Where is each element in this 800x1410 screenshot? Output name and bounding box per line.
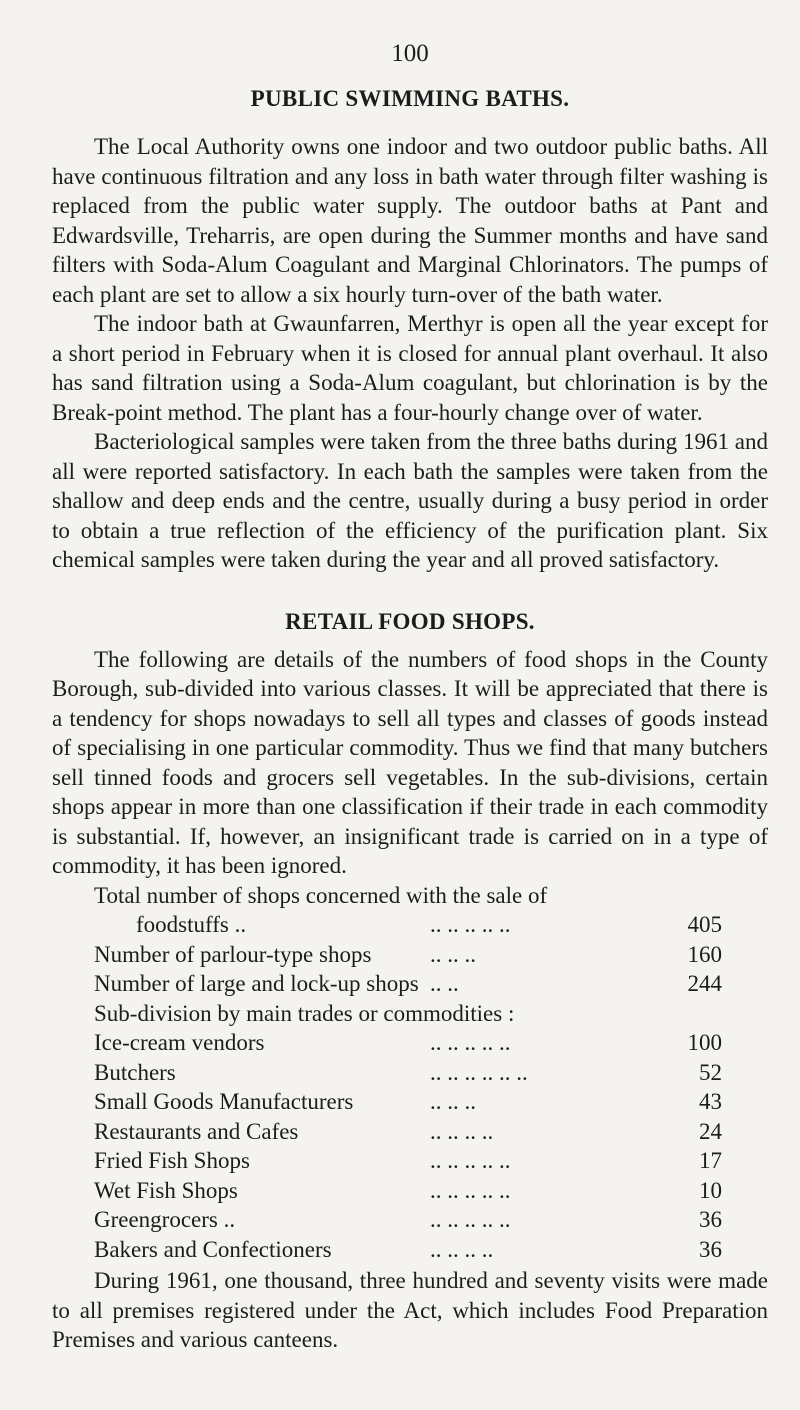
- paragraph: The following are details of the numbers of food shops in the County Borough, sub-divided into various classes. It will be appreciated that there is a tendency for shops nowadays to sell all types and classes of goods instead of specialising in one particular commodity. Thus we find that many butchers sell tinned foods and grocers sell vegetables. In the sub-divisions, certain shops appear in more than one classification if their trade in each commodity is substantial. If, however, an insignificant trade is carried on in a type of commodity, it has been ignored.: [52, 646, 768, 878]
- leader-dots: .. .. .. .. ..: [430, 1030, 511, 1055]
- leader-dots: .. .. ..: [430, 941, 476, 967]
- trade-label: Wet Fish Shops: [94, 1177, 238, 1203]
- stat-row: [94, 969, 722, 999]
- stat-value: 160: [687, 941, 722, 967]
- stat-value: 405: [687, 912, 722, 937]
- leader-dots: .. .. .. ..: [430, 1236, 494, 1262]
- stat-heading: [94, 999, 722, 1029]
- trade-value: 52: [699, 1059, 722, 1085]
- shop-statistics: [94, 881, 722, 1265]
- trade-label: Butchers: [94, 1059, 176, 1085]
- trade-value: 43: [699, 1089, 722, 1114]
- leader-dots: .. ..: [430, 971, 459, 996]
- trade-row: [94, 1205, 722, 1235]
- trade-row: [94, 1146, 722, 1176]
- paragraph: Bacteriological samples were taken from the three baths during 1961 and all were reported satisfactory. In each bath the samples were taken from the shallow and deep ends and the centre, usually during a busy period in order to obtain a true reflection of the efficiency of the purification plant. Six chemical samples were taken during the year and all proved satisfactory.: [52, 429, 768, 572]
- stat-label: foodstuffs ..: [136, 912, 247, 937]
- trade-row: [94, 1117, 722, 1147]
- section-title-retail-food-shops: RETAIL FOOD SHOPS.: [285, 608, 535, 634]
- page-number: 100: [391, 40, 429, 67]
- leader-dots: .. .. .. .. .. ..: [430, 1059, 528, 1085]
- leader-dots: .. .. .. ..: [430, 1118, 494, 1144]
- trade-value: 100: [687, 1030, 722, 1055]
- trade-label: Greengrocers ..: [94, 1207, 236, 1232]
- trade-label: Ice-cream vendors: [94, 1030, 265, 1055]
- trade-value: 24: [699, 1118, 722, 1144]
- leader-dots: .. .. .. .. ..: [430, 912, 511, 937]
- paragraph: The Local Authority owns one indoor and two outdoor public baths. All have continuous filtration and any loss in bath water through filter washing is replaced from the public water supply. The outdoor baths at Pant and Edwardsville, Treharris, are open during the Summer months and have sand filters with Soda-Alum Coagulant and Marginal Chlorinators. The pumps of each plant are set to allow a six hourly turn-over of the bath water.: [52, 134, 768, 307]
- leader-dots: .. .. ..: [430, 1089, 476, 1114]
- stat-label: Total number of shops concerned with the sale of: [94, 882, 548, 908]
- stat-row: [94, 940, 722, 970]
- leader-dots: .. .. .. .. ..: [430, 1148, 511, 1173]
- trade-value: 17: [699, 1148, 722, 1173]
- trade-row: [94, 1235, 722, 1265]
- section-title-swimming-baths: PUBLIC SWIMMING BATHS.: [250, 86, 570, 111]
- trade-label: Restaurants and Cafes: [94, 1118, 299, 1144]
- trade-label: Small Goods Manufacturers: [94, 1089, 354, 1114]
- leader-dots: .. .. .. .. ..: [430, 1177, 511, 1203]
- trade-label: Bakers and Confectioners: [94, 1236, 332, 1262]
- trade-row: [94, 1087, 722, 1117]
- paragraph: During 1961, one thousand, three hundred and seventy visits were made to all premises registered under the Act, which includes Food Preparation Premises and various canteens.: [52, 1268, 768, 1352]
- trade-value: 10: [699, 1177, 722, 1203]
- stat-label: Number of large and lock-up shops: [94, 971, 419, 996]
- document-page: [52, 40, 768, 1355]
- stat-row: [94, 910, 722, 940]
- leader-dots: .. .. .. .. ..: [430, 1207, 511, 1232]
- paragraph: The indoor bath at Gwaunfarren, Merthyr is open all the year except for a short period in February when it is closed for annual plant overhaul. It also has sand filtration using a Soda-Alum coagulant, but chlorination is by the Break-point method. The plant has a four-hourly change over of water.: [52, 311, 768, 425]
- trade-row: [94, 1058, 722, 1088]
- trade-value: 36: [699, 1236, 722, 1262]
- stat-value: 244: [687, 971, 722, 996]
- stat-heading: [94, 881, 722, 911]
- trade-row: [94, 1176, 722, 1206]
- trade-label: Fried Fish Shops: [94, 1148, 250, 1173]
- trade-value: 36: [699, 1207, 722, 1232]
- trade-row: [94, 1028, 722, 1058]
- stat-label: Number of parlour-type shops: [94, 941, 372, 967]
- stat-label: Sub-division by main trades or commodities :: [94, 1000, 515, 1026]
